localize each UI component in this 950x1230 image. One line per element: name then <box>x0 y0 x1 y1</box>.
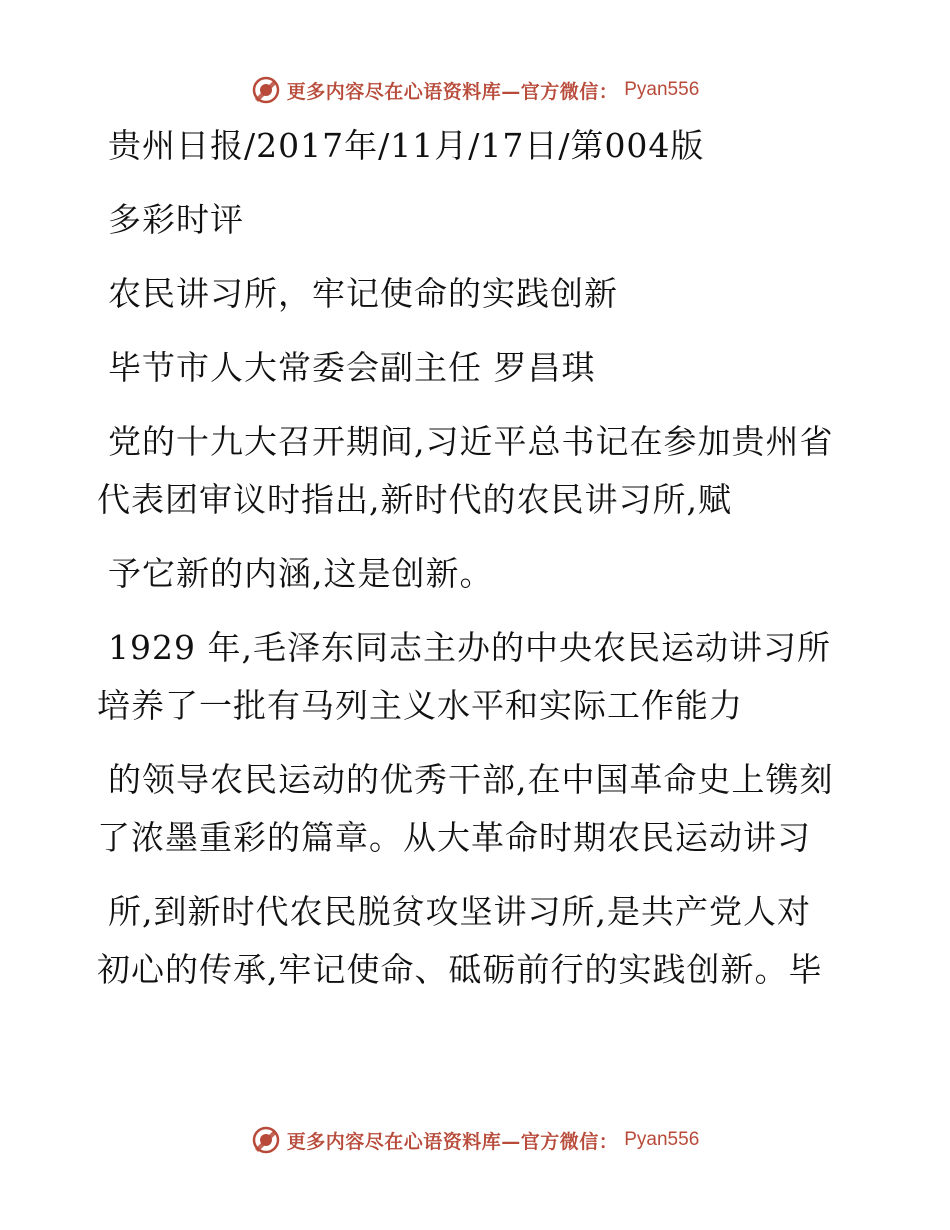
watermark-text: 更多内容尽在心语资料库—官方微信： <box>286 80 619 103</box>
pen-logo-icon <box>251 1125 281 1155</box>
article-title: 农民讲习所，牢记使命的实践创新 <box>108 274 618 313</box>
article-column: 多彩时评 <box>108 200 244 239</box>
body-line: 初心的传承,牢记使命、砥砺前行的实践创新。毕 <box>97 950 823 989</box>
body-line: 的领导农民运动的优秀干部,在中国革命史上镌刻 <box>108 760 834 799</box>
watermark-wechat-id: Pyan556 <box>624 1129 700 1150</box>
watermark-wechat-id: Pyan556 <box>624 79 700 100</box>
body-line: 所,到新时代农民脱贫攻坚讲习所,是共产党人对 <box>108 892 811 931</box>
body-line: 予它新的内涵,这是创新。 <box>108 554 494 593</box>
article-author: 毕节市人大常委会副主任 罗昌琪 <box>108 348 596 387</box>
article-source: 贵州日报/2017年/11月/17日/第004版 <box>108 126 705 165</box>
body-line: 党的十九大召开期间,习近平总书记在参加贵州省 <box>108 422 834 461</box>
watermark-footer <box>0 1122 950 1158</box>
pen-logo-icon <box>251 75 281 105</box>
body-line: 代表团审议时指出,新时代的农民讲习所,赋 <box>97 480 732 519</box>
body-line: 了浓墨重彩的篇章。从大革命时期农民运动讲习 <box>97 818 811 857</box>
watermark-header <box>0 72 950 108</box>
body-line: 1929 年,毛泽东同志主办的中央农民运动讲习所 <box>108 628 831 667</box>
watermark-text: 更多内容尽在心语资料库—官方微信： <box>286 1130 619 1153</box>
body-line: 培养了一批有马列主义水平和实际工作能力 <box>97 686 743 725</box>
